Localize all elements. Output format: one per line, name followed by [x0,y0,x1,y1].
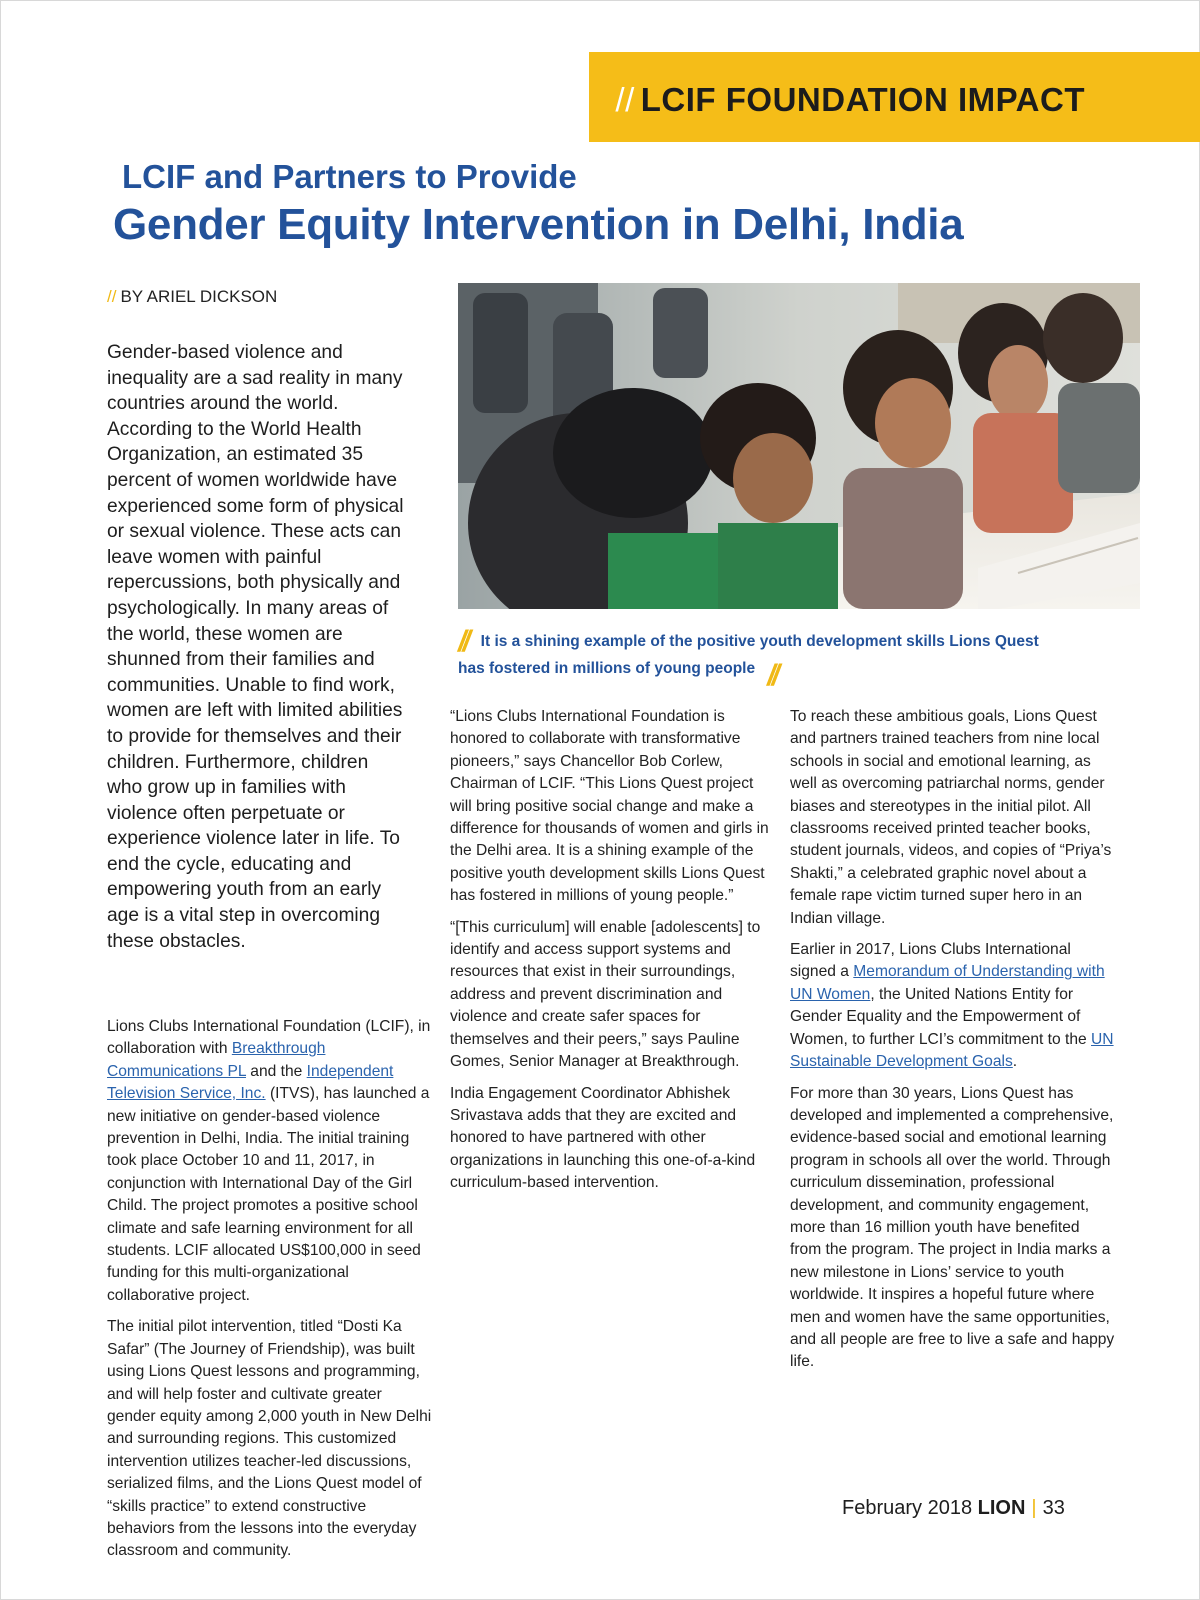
byline [107,287,277,307]
section-slashes: // [615,81,635,118]
un-sdg-link[interactable]: UN Sustainable Development Goals [790,1030,1114,1071]
footer-divider: | [1031,1497,1037,1519]
body-column-2 [450,706,772,1204]
pull-quote [458,625,1108,692]
pull-quote-line-2: has fostered in millions of young people [458,660,756,677]
body-paragraph: “[This curriculum] will enable [adolescents] to identify and access support systems and resources that exist in their surroundings, address and prevent discrimination and violence and create safer spaces for themselves and their peers,” says Pauline Gomes, Senior Manager at Breakthrough. [450,918,761,1071]
body-column-1 [107,1016,432,1572]
quote-close-mark: // [767,659,776,692]
text-run: and the [245,1062,307,1080]
pull-quote-line-1: It is a shining example of the positive youth development skills Lions Quest [480,633,1039,650]
magazine-name: LION [977,1497,1026,1519]
body-paragraph: “Lions Clubs International Foundation is honored to collaborate with transformative pioneers,” says Chancellor Bob Corlew, Chairman of LCIF. “This Lions Quest project will bring positive social change and make a difference for thousands of women and girls in the Delhi area. It is a shining example of the positive youth development skills Lions Quest has fostered in millions of young people.” [450,708,769,905]
photo-women-reading-illustration [458,283,1140,609]
issue-date: February 2018 [842,1497,973,1519]
itvs-link[interactable]: Independent Television Service, Inc. [107,1062,394,1103]
section-title: LCIF FOUNDATION IMPACT [640,81,1085,118]
body-paragraph [790,939,1115,1073]
quote-open-mark: // [458,625,467,658]
lead-paragraph: Gender-based violence and inequality are a sad reality in many countries around the world. According to the World Health Organization, an estimated 35 percent of women worldwide have experienced some form of physical or sexual violence. These acts can leave women with painful repercussions, both physically and psychologically. In many areas of the world, these women are shunned from their families and communities. Unable to find work, women are left with limited abilities to provide for themselves and their children. Furthermore, children who grow up in families with violence often perpetuate or experience violence later in life. To end the cycle, educating and empowering youth from an early age is a vital step in overcoming these obstacles. [107,342,404,952]
article-photo [458,283,1140,609]
byline-slashes: // [107,287,117,306]
text-run: Lions Clubs International Foundation (LCIF), in collaboration with [107,1018,431,1058]
page-footer [842,1497,1065,1520]
article-headline: Gender Equity Intervention in Delhi, India [113,200,964,249]
text-run: (ITVS), has launched a new initiative on gender-based violence prevention in Delhi, India. The initial training took place October 10 and 11, 2017, in conjunction with International Day of the Girl Child. The project promotes a positive school climate and safe learning environment for all students. LCIF allocated US$100,000 in seed funding for this multi-organizational collaborative project. [107,1085,430,1304]
text-run: , the United Nations Entity for Gender Equality and the Empowerment of Women, to further LCI’s commitment to the [790,985,1092,1048]
body-paragraph: The initial pilot intervention, titled “Dosti Ka Safar” (The Journey of Friendship), was built using Lions Quest lessons and programming, and will help foster and cultivate greater gender equity among 2,000 youth in New Delhi and surrounding regions. This customized intervention utilizes teacher-led discussions, serialized films, and the Lions Quest model of “skills practice” to extend constructive behaviors from the lessons into the everyday classroom and community. [107,1318,432,1560]
breakthrough-link[interactable]: Breakthrough Communications PL [107,1040,326,1080]
body-column-3 [790,706,1115,1383]
body-paragraph [107,1016,432,1307]
body-paragraph: To reach these ambitious goals, Lions Quest and partners trained teachers from nine local schools in social and emotional learning, as well as overcoming patriarchal norms, gender biases and stereotypes in the initial pilot. All classrooms received printed teacher books, student journals, videos, and copies of “Priya’s Shakti,” a celebrated graphic novel about a female rape victim turned super hero in an Indian village. [790,708,1112,927]
body-paragraph: For more than 30 years, Lions Quest has developed and implemented a comprehensive, evidence-based social and emotional learning program in schools all over the world. Through curriculum dissemination, professional development, and community engagement, more than 16 million youth have benefited from the program. The project in India marks a new milestone in Lions’ service to youth worldwide. It inspires a hopeful future where men and women have the same opportunities, and all people are free to live a safe and happy life. [790,1084,1115,1371]
section-label [615,52,1085,142]
article-kicker: LCIF and Partners to Provide [122,158,577,195]
body-paragraph: India Engagement Coordinator Abhishek Srivastava adds that they are excited and honored to have partnered with other organizations in launching this one-of-a-kind curriculum-based intervention. [450,1084,756,1192]
text-run: . [1012,1053,1018,1071]
text-run: Earlier in 2017, Lions Clubs International signed a [790,941,1071,981]
page-number: 33 [1042,1497,1065,1519]
un-women-mou-link[interactable]: Memorandum of Understanding with UN Women [790,963,1105,1003]
section-banner [589,52,1200,142]
byline-author: BY ARIEL DICKSON [120,287,278,306]
